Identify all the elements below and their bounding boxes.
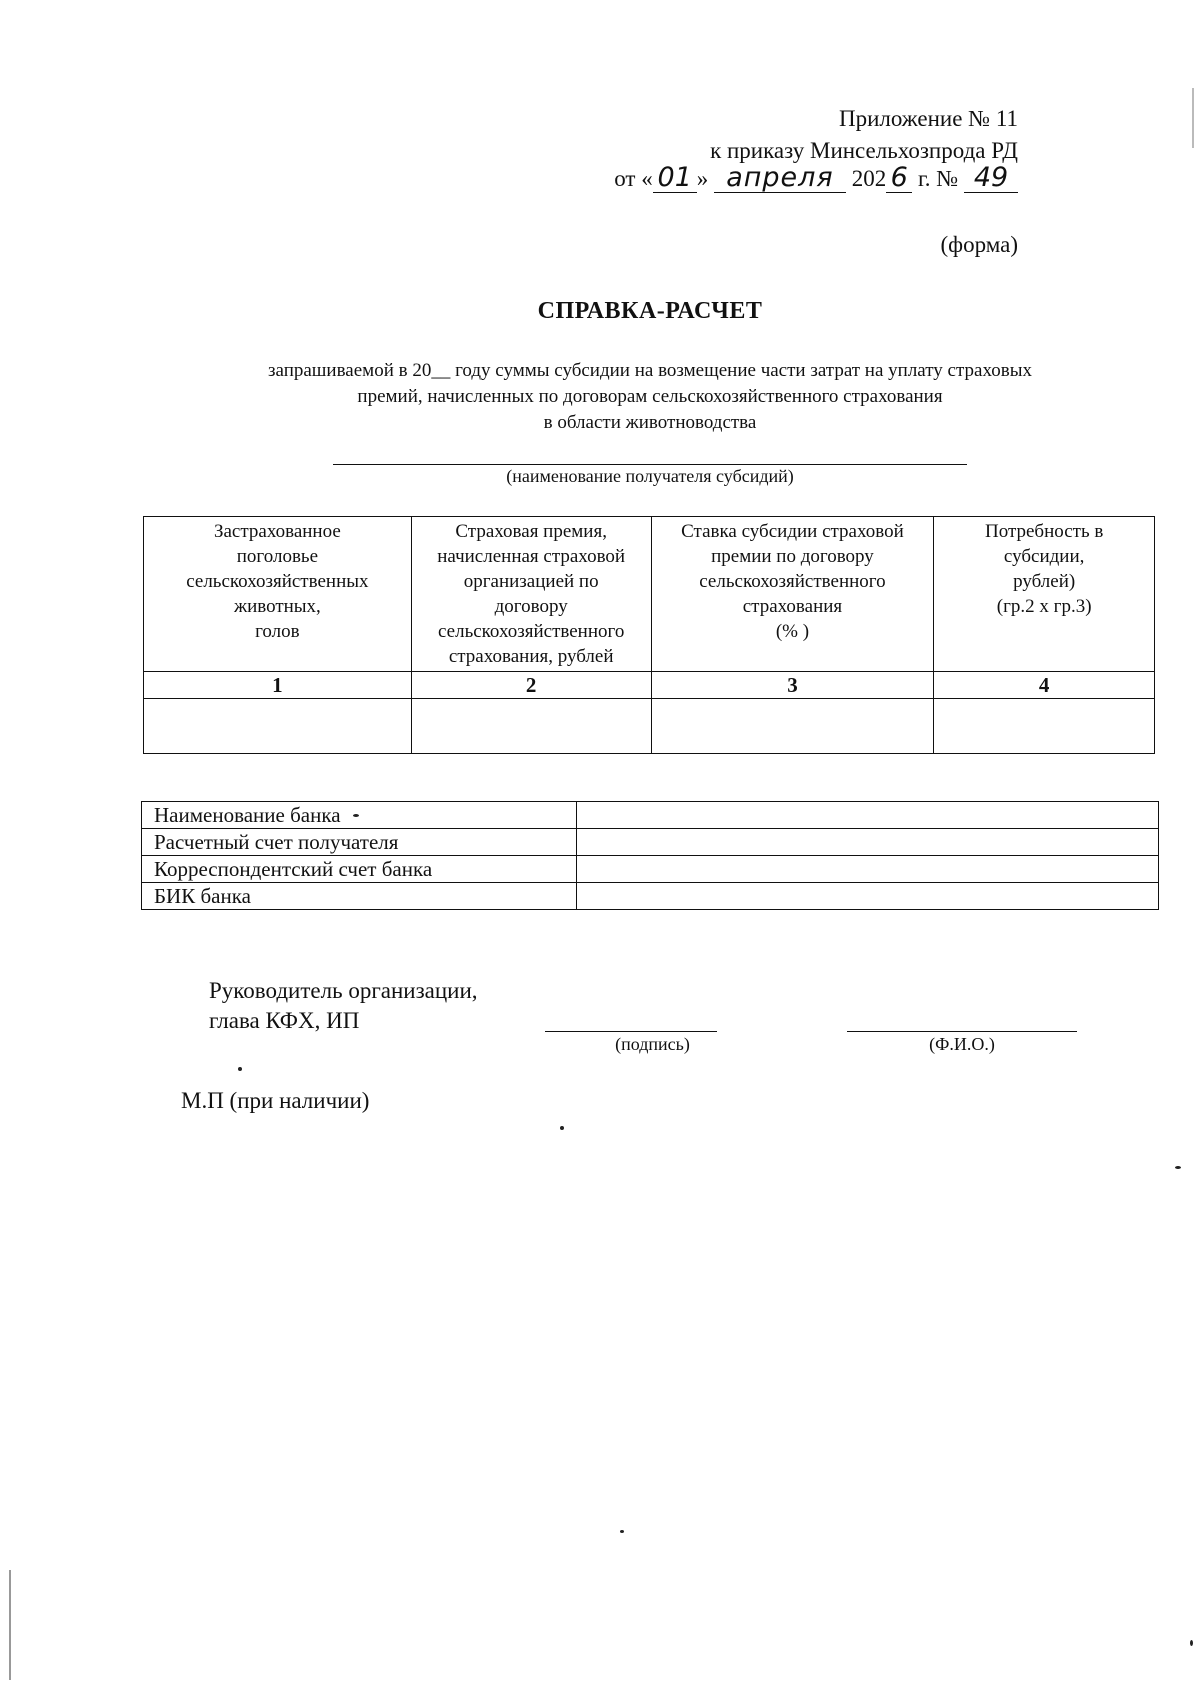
subsidy-calculation-table [143,516,1155,754]
bik-value[interactable] [577,883,1159,910]
date-year-prefix: 202 [851,166,887,191]
correspondent-account-value[interactable] [577,856,1159,883]
date-prefix: от « [614,166,653,191]
date-number-label: г. № [912,166,959,191]
recipient-caption: (наименование получателя субсидий) [506,466,794,486]
header-cell-premium: Страховая премия, начисленная страховой организацией по договору сельскохозяйственного страхования, рублей [411,517,651,672]
correspondent-account-label: Корреспондентский счет банка [142,856,577,883]
bank-name-value[interactable] [577,802,1159,829]
subtitle-line-1: запрашиваемой в 20__ году суммы субсидии на возмещение части затрат на уплату страховых [268,360,1032,381]
scan-speck [560,1126,564,1130]
column-number: 4 [934,672,1155,699]
column-number: 1 [144,672,412,699]
form-note: (форма) [940,232,1018,257]
header-cell-rate: Ставка субсидии страховой премии по договору сельскохозяйственного страхования (% ) [651,517,934,672]
scan-speck [620,1530,624,1533]
scan-speck [238,1067,242,1071]
handwritten-order-number: 49 [964,164,1018,193]
column-number: 2 [411,672,651,699]
scan-speck [1175,1166,1181,1169]
bik-label: БИК банка [142,883,577,910]
signatory-line-2: глава КФХ, ИП [209,1008,360,1033]
data-cell-premium[interactable] [411,699,651,754]
table-row [142,802,1159,829]
signature-caption: (подпись) [615,1034,690,1054]
bank-name-label: Наименование банка [142,802,577,829]
fio-caption: (Ф.И.О.) [929,1034,995,1054]
handwritten-day: 01 [653,164,697,193]
scan-speck [353,814,359,817]
table-row [142,883,1159,910]
header-cell-livestock: Застрахованное поголовье сельскохозяйственных животных, голов [144,517,412,672]
document-subtitle [180,358,1120,436]
order-date-line [614,164,1018,194]
signatory-title [209,976,478,1036]
document-title: СПРАВКА-РАСЧЕТ [537,298,763,324]
subtitle-line-2: премий, начисленных по договорам сельскохозяйственного страхования [357,386,943,407]
data-cell-livestock[interactable] [144,699,412,754]
account-value[interactable] [577,829,1159,856]
table-header-row [144,517,1155,672]
subtitle-line-3: в области животноводства [543,412,757,433]
scan-edge-mark [1192,88,1194,148]
order-reference: к приказу Минсельхозпрода РД [710,138,1018,163]
column-number-row [144,672,1155,699]
date-quote-close: » [696,166,709,191]
handwritten-month: апреля [714,164,846,193]
recipient-name-line[interactable] [333,464,967,465]
stamp-note: М.П (при наличии) [181,1088,370,1113]
appendix-number: Приложение № 11 [838,106,1018,131]
data-cell-rate[interactable] [651,699,934,754]
table-row [142,829,1159,856]
bank-details-table [141,801,1159,910]
signature-line[interactable] [545,1031,717,1032]
fio-line[interactable] [847,1031,1077,1032]
data-row [144,699,1155,754]
column-number: 3 [651,672,934,699]
table-row [142,856,1159,883]
account-label: Расчетный счет получателя [142,829,577,856]
signatory-line-1: Руководитель организации, [209,978,478,1003]
data-cell-need[interactable] [934,699,1155,754]
scan-edge-mark [9,1570,11,1680]
scan-speck [1190,1640,1193,1646]
header-cell-need: Потребность в субсидии, рублей) (гр.2 х гр.3) [934,517,1155,672]
handwritten-year-digit: 6 [886,164,912,193]
